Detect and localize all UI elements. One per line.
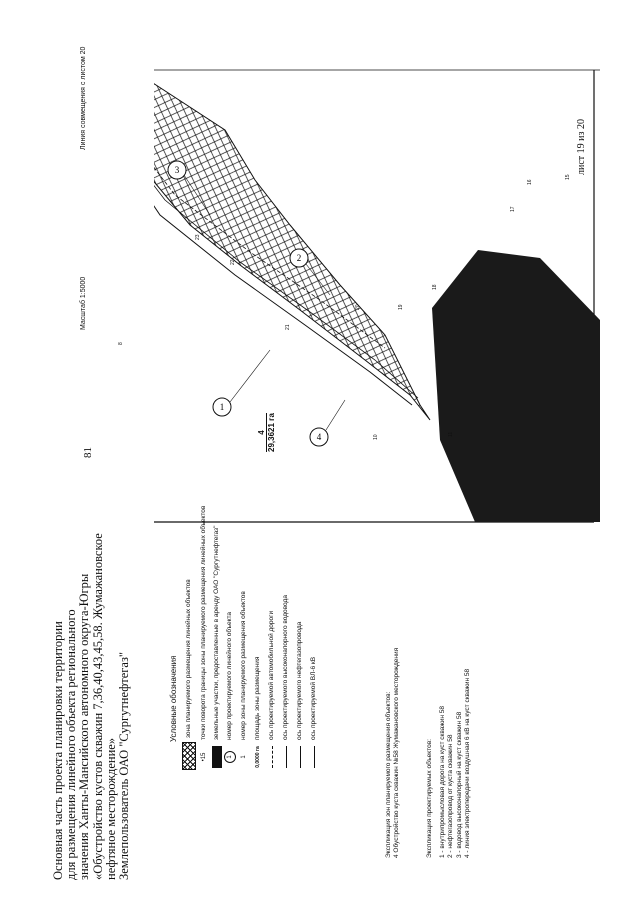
point-number: 16 (527, 179, 533, 185)
planned-zone-hatch (154, 68, 430, 420)
point-number: 21 (285, 324, 291, 330)
area-marker-icon: 0,0000 га (255, 746, 261, 768)
point-number: 18 (432, 284, 438, 290)
title-block (52, 40, 131, 880)
legend-item: ось проектируемого нефтегазопровода (294, 450, 306, 770)
point-number: 23 (195, 234, 201, 240)
leased-land-area (432, 250, 600, 522)
point-number: 17 (510, 206, 516, 212)
point-number: 19 (398, 304, 404, 310)
objects-explication-item: 2 - нефтегазопровод от куста скважин 58 (447, 734, 455, 858)
zones-explication-item: 4 Обустройство куста скважин №58 Жумажановского месторождения (393, 647, 401, 858)
title-line: «Обустройство кустов скважин 7,36,40,43,45,58. Жумажановское (90, 533, 105, 880)
point-number: 20 (355, 304, 361, 310)
hatch-swatch-icon (182, 742, 196, 770)
callout-label: 4 (316, 432, 322, 442)
zone-label: 4 29,3621 га (257, 413, 276, 452)
title-line: Землепользователь ОАО "Сургутнефтегаз" (117, 651, 132, 880)
title-line: для размещения линейного объекта регионального (64, 609, 79, 880)
point-number: 8 (118, 342, 124, 345)
point-number: 22 (230, 259, 236, 265)
objects-explication-item: 4 - линия электропередачи воздушная 6 кВ на куст скважин 58 (463, 668, 471, 858)
sheet-label: лист 19 из 20 (576, 119, 587, 175)
point-marker-icon: •15 (201, 752, 207, 762)
objects-explication-item: 3 - водовод высоконапорный на куст скважин 58 (455, 711, 463, 858)
callout-label: 1 (219, 402, 225, 412)
page-number: 81 (82, 447, 94, 458)
scale-label: Масштаб 1:5000 (80, 276, 87, 330)
match-line-label: Линия совмещения с листом 20 (80, 46, 87, 150)
legend-item: ось проектируемого высоконапорного водовода (280, 450, 292, 770)
title-line: значения Ханты-Мансийского автономного округа-Югры (77, 573, 92, 880)
zones-explication (385, 648, 401, 858)
point-number: 11 (448, 431, 454, 437)
legend-item: •15 точки поворота границы зоны планируемого размещения линейных объектов (198, 450, 210, 770)
circle-number-icon: 1 (224, 751, 236, 763)
solid-line-icon (294, 744, 306, 770)
objects-explication (426, 669, 472, 858)
leader-line (326, 400, 345, 430)
title-line: Основная часть проекта планировки территории (51, 621, 65, 880)
map-drawing (154, 0, 640, 525)
legend-item: зона планируемого размещения линейных объектов (182, 450, 196, 770)
solid-line-icon (308, 744, 320, 770)
legend-item: земельные участки, предоставленные в аренду ОАО "Сургутнефтегаз" (212, 450, 222, 770)
dashed-line-icon (266, 744, 278, 770)
legend-item: ось проектируемой ВЛ-6 кВ (308, 450, 320, 770)
dark-swatch-icon (212, 746, 222, 768)
legend-item: 1 номер проектируемого линейного объекта (224, 450, 236, 770)
legend-item: ось проектируемой автомобильной дороги (266, 450, 278, 770)
point-number: 15 (565, 174, 571, 180)
fraction-number-icon: 1 (241, 755, 247, 759)
objects-explication-title: Экспликация проектируемых объектов: (426, 739, 433, 858)
solid-line-icon (280, 744, 292, 770)
legend-title: Условные обозначения (169, 655, 178, 742)
zones-explication-title: Экспликация зон планируемого размещения объектов: (385, 691, 392, 858)
legend-item: 1 номер зоны планируемого размещения объектов (238, 450, 250, 770)
objects-explication-item: 1 - внутрипромысловая дорога на куст скважин 58 (439, 706, 447, 858)
leader-line (230, 350, 270, 402)
legend-item: 0,0000 га площадь зоны размещения (252, 450, 264, 770)
callout-label: 2 (296, 253, 302, 263)
callout-label: 3 (174, 165, 180, 175)
title-line: нефтяное месторождение» (103, 737, 118, 880)
point-number: 10 (373, 434, 379, 440)
